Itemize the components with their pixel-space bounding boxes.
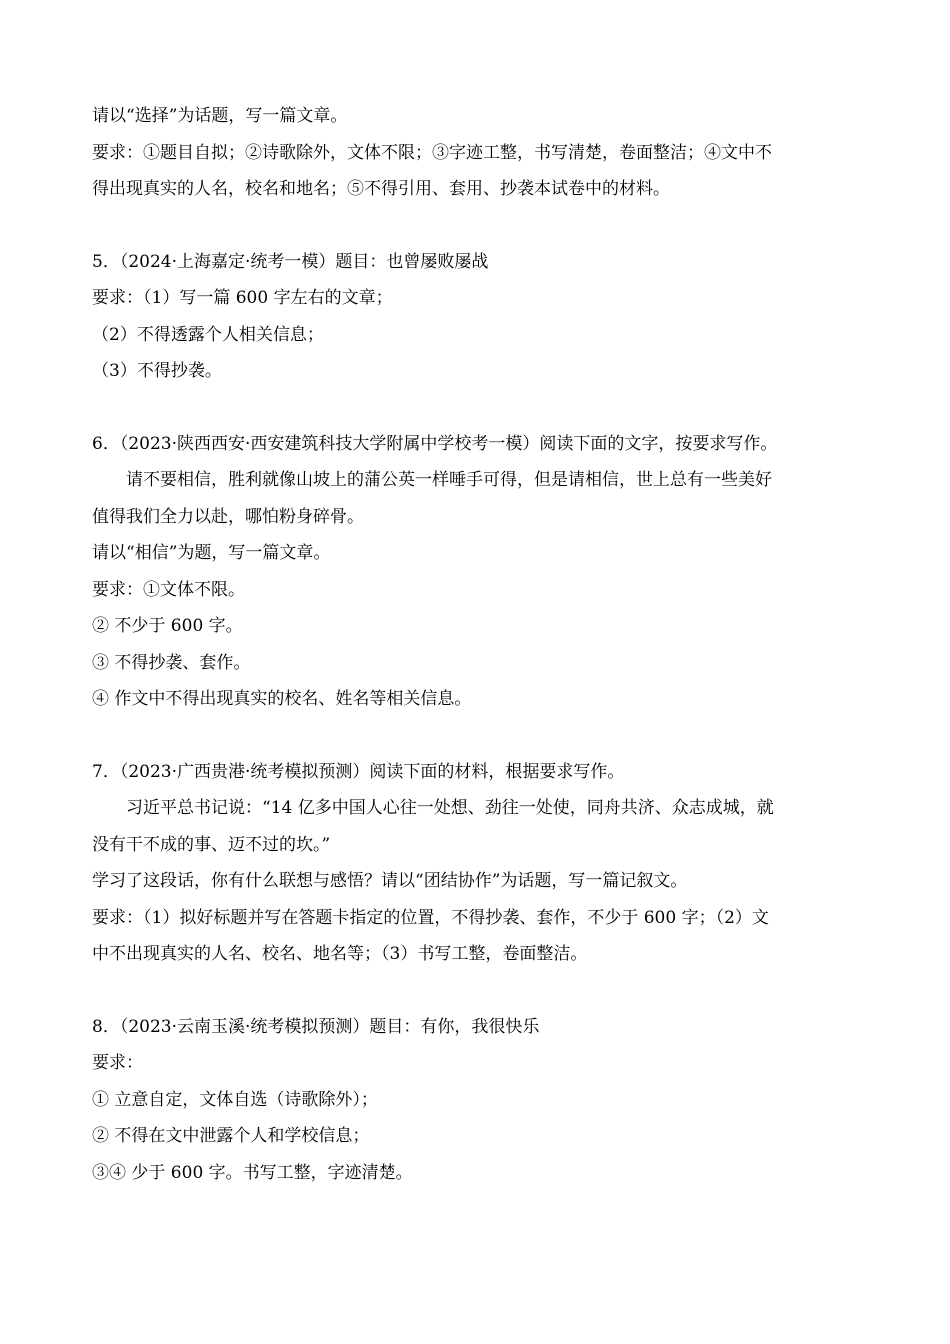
- material-line: 值得我们全力以赴，哪怕粉身碎骨。: [92, 506, 364, 527]
- material-line: 没有干不成的事、迈不过的坎。”: [92, 834, 331, 855]
- question-title: 7．（2023·广西贵港·统考模拟预测）阅读下面的材料，根据要求写作。: [92, 761, 625, 782]
- spacer: [92, 208, 858, 244]
- spacer: [92, 973, 858, 1009]
- requirement-line: ③④ 少于 600 字。书写工整，字迹清楚。: [92, 1162, 413, 1183]
- question-8: [92, 1009, 858, 1192]
- intro-section: [92, 98, 858, 208]
- requirement-line: ④ 作文中不得出现真实的校名、姓名等相关信息。: [92, 689, 472, 709]
- requirement-line: （3）不得抄袭。: [92, 361, 222, 381]
- question-6: [92, 426, 858, 718]
- material-line: 请不要相信，胜利就像山坡上的蒲公英一样唾手可得，但是请相信，世上总有一些美好: [126, 470, 772, 490]
- document-page: [92, 98, 858, 1191]
- requirement-line: 要求：（1）写一篇 600 字左右的文章；: [92, 288, 393, 308]
- task-line: 学习了这段话，你有什么联想与感悟？请以“团结协作”为话题，写一篇记叙文。: [92, 871, 688, 891]
- question-title: 8．（2023·云南玉溪·统考模拟预测）题目：有你，我很快乐: [92, 1016, 540, 1037]
- question-7: [92, 754, 858, 973]
- requirement-line: 中不出现真实的人名、校名、地名等；（3）书写工整，卷面整洁。: [92, 944, 588, 964]
- question-title: 6．（2023·陕西西安·西安建筑科技大学附属中学校考一模）阅读下面的文字，按要求写作。: [92, 433, 778, 454]
- requirement-line: （2）不得透露个人相关信息；: [92, 324, 324, 345]
- requirement-line: 要求：: [92, 1053, 143, 1073]
- requirement-line: ② 不少于 600 字。: [92, 616, 243, 636]
- requirement-line: ② 不得在文中泄露个人和学校信息；: [92, 1126, 370, 1146]
- requirement-line: ① 立意自定，文体自选（诗歌除外）；: [92, 1089, 378, 1110]
- intro-line: 请以“选择”为话题，写一篇文章。: [92, 106, 348, 126]
- intro-line: 得出现真实的人名，校名和地名；⑤不得引用、套用、抄袭本试卷中的材料。: [92, 179, 670, 199]
- material-line: 习近平总书记说：“14 亿多中国人心往一处想、劲往一处使，同舟共济、众志成城，就: [126, 798, 774, 818]
- question-title: 5．（2024·上海嘉定·统考一模）题目：也曾屡败屡战: [92, 251, 489, 272]
- requirement-line: ③ 不得抄袭、套作。: [92, 652, 251, 673]
- task-line: 请以“相信”为题，写一篇文章。: [92, 543, 331, 563]
- spacer: [92, 390, 858, 426]
- question-5: [92, 244, 858, 390]
- intro-line: 要求：①题目自拟；②诗歌除外，文体不限；③字迹工整，书写清楚，卷面整洁；④文中不: [92, 142, 772, 163]
- spacer: [92, 718, 858, 754]
- requirement-line: 要求：①文体不限。: [92, 579, 245, 600]
- requirement-line: 要求：（1）拟好标题并写在答题卡指定的位置，不得抄袭、套作，不少于 600 字；（2）文: [92, 907, 769, 928]
